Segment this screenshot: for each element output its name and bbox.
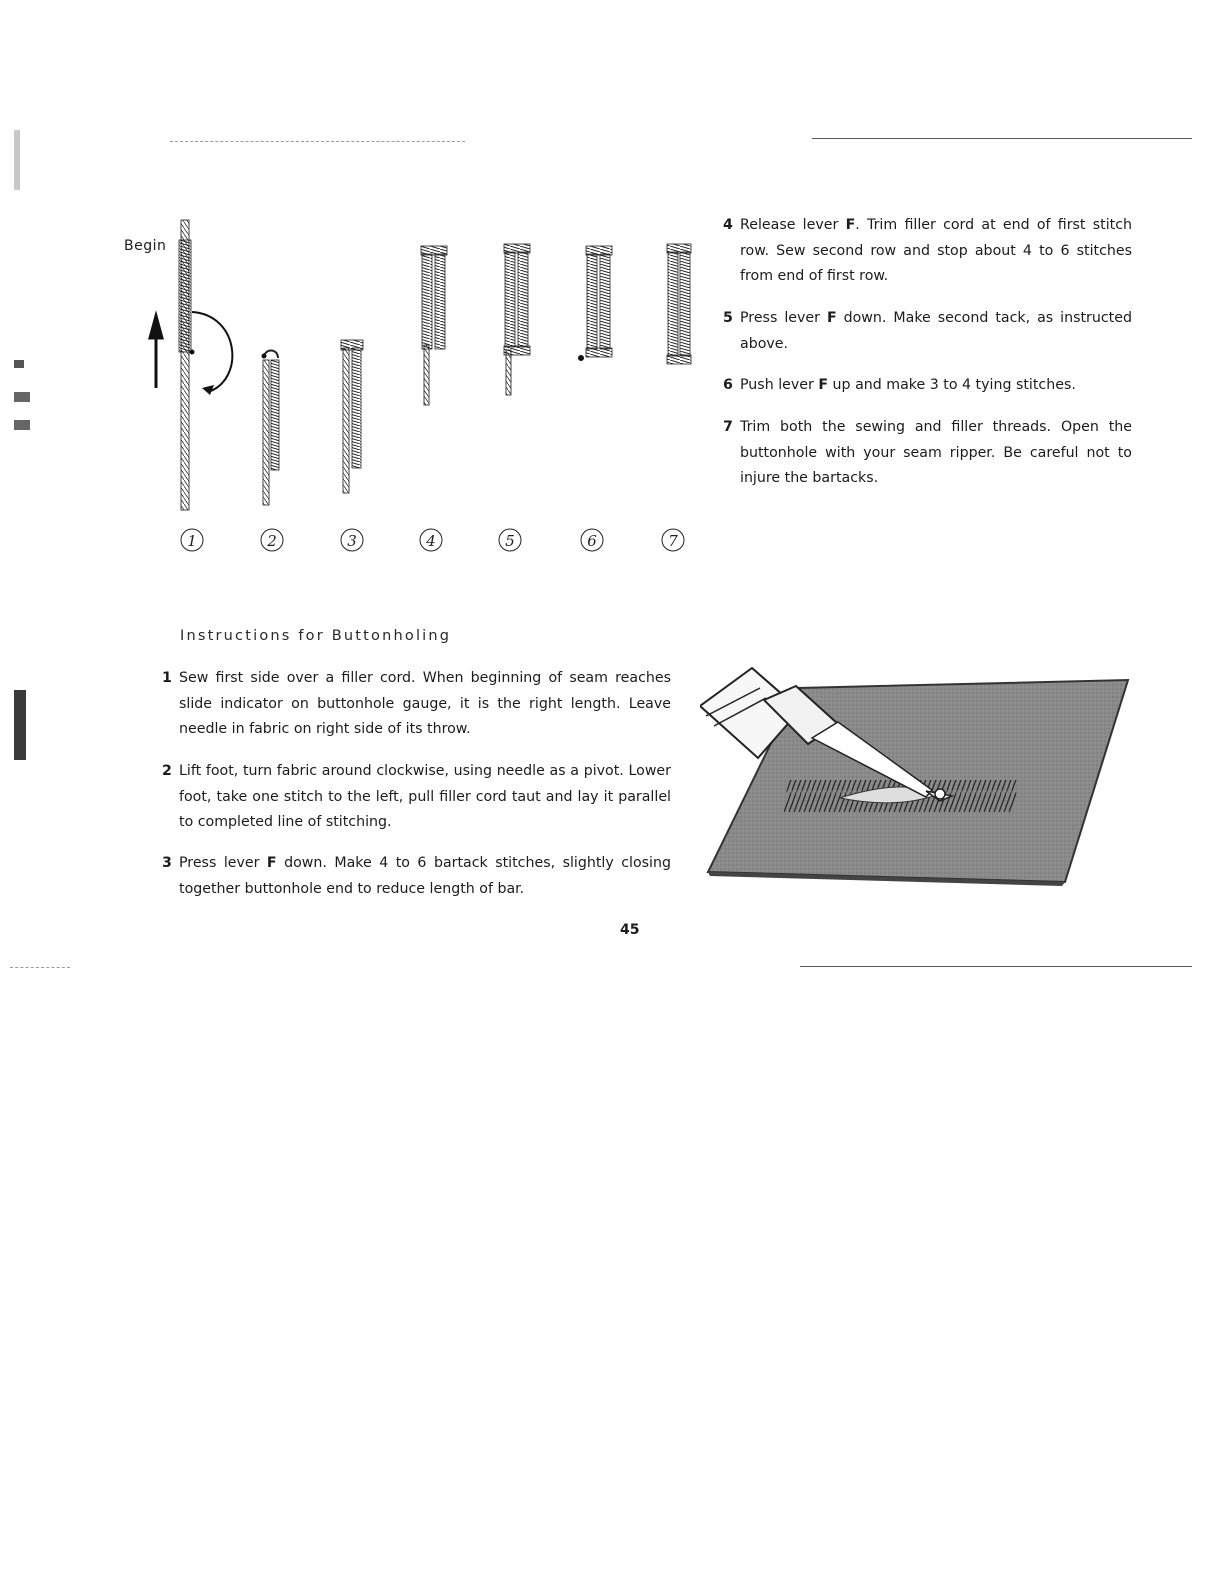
stitch-step-3	[341, 340, 363, 493]
step-7	[723, 415, 1132, 492]
step-5-number: 5	[723, 310, 733, 326]
bottom-rule-right	[800, 966, 1192, 967]
step-3: 3 Press lever F down. Make 4 to 6 bartack stitches, slightly closing together buttonhole end to reduce length of bar.	[179, 851, 671, 902]
step-marker-6: 6	[587, 532, 597, 550]
pivot-arrow-icon	[192, 312, 232, 392]
step-marker-3: 3	[347, 532, 357, 550]
step-6: 6 Push lever F up and make 3 to 4 tying stitches.	[740, 373, 1132, 399]
step-marker-5: 5	[505, 532, 515, 550]
seam-ripper-illustration	[700, 660, 1140, 890]
step-2-number: 2	[162, 763, 172, 779]
stitch-step-7	[667, 244, 691, 364]
stitch-step-5	[504, 244, 530, 395]
top-rule-left	[170, 141, 465, 142]
stitch-step-6	[578, 246, 612, 361]
bottom-rule-left	[10, 967, 70, 968]
top-rule-right	[812, 138, 1192, 139]
step-marker-4: 4	[426, 532, 436, 550]
step-markers	[181, 529, 684, 551]
section-title: Instructions for Buttonholing	[180, 628, 452, 644]
begin-arrow-icon	[150, 316, 162, 388]
step-marker-1: 1	[187, 532, 197, 550]
step-2	[162, 759, 671, 836]
step-1-number: 1	[162, 670, 172, 686]
begin-label: Begin	[124, 238, 167, 254]
step-5: 5 Press lever F down. Make second tack, as instructed above.	[740, 306, 1132, 357]
step-4-number: 4	[723, 217, 733, 233]
step-1-text: Sew first side over a filler cord. When beginning of seam reaches slide indicator on buttonhole gauge, it is the right length. Leave needle in fabric on right side of its throw.	[179, 670, 671, 737]
step-4: 4 Release lever F. Trim filler cord at end of first stitch row. Sew second row and stop about 4 to 6 stitches from end of first row.	[740, 213, 1132, 290]
step-7-number: 7	[723, 419, 733, 435]
stitch-step-4	[421, 246, 447, 405]
step-6-number: 6	[723, 377, 733, 393]
page-number: 45	[620, 922, 640, 938]
step-3-number: 3	[162, 855, 172, 871]
buttonhole-sequence-diagram	[140, 210, 700, 570]
step-marker-2: 2	[267, 532, 277, 550]
step-1	[162, 666, 671, 743]
stitch-step-1	[150, 220, 232, 510]
step-2-text: Lift foot, turn fabric around clockwise, using needle as a pivot. Lower foot, take one stitch to the left, pull filler cord taut and lay it parallel to completed line of stitching.	[179, 763, 671, 830]
step-marker-7: 7	[668, 532, 678, 550]
stitch-step-2	[262, 351, 280, 506]
step-7-text: Trim both the sewing and filler threads. Open the buttonhole with your seam ripper. Be careful not to injure the bartacks.	[740, 419, 1132, 486]
scan-edge-artifact	[14, 130, 36, 760]
